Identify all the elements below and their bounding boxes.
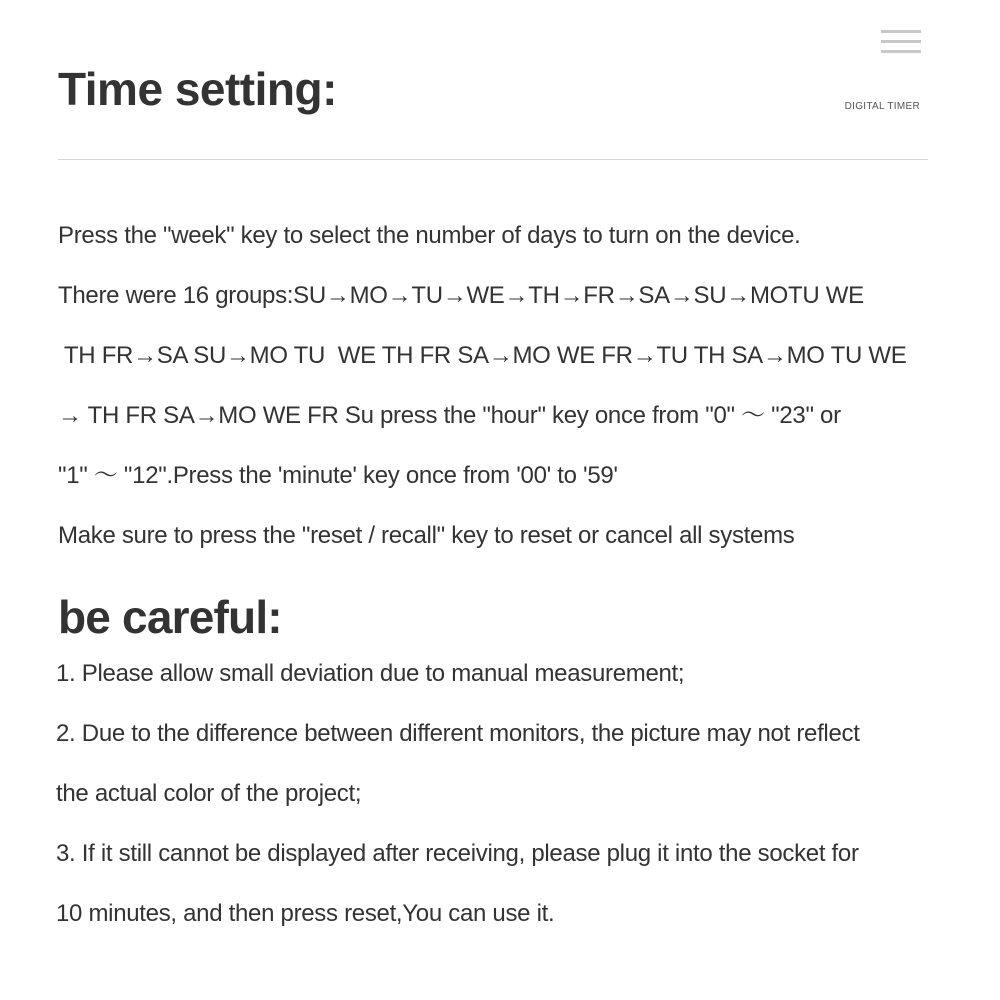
instruction-line: There were 16 groups:SU→MO→TU→WE→TH→FR→SA→SU→MOTU WE	[58, 282, 864, 309]
note-line: 1. Please allow small deviation due to manual measurement;	[56, 660, 685, 687]
note-line: 2. Due to the difference between different monitors, the picture may not reflect	[56, 720, 860, 747]
instruction-line: → TH FR SA→MO WE FR Su press the "hour" key once from "0" ～ "23" or	[58, 402, 841, 429]
instruction-line: TH FR→SA SU→MO TU WE TH FR SA→MO WE FR→TU TH SA→MO TU WE	[58, 342, 907, 369]
section-title-careful: be careful:	[58, 591, 282, 643]
page-title: Time setting:	[58, 63, 337, 115]
instruction-line: Press the "week" key to select the number of days to turn on the device.	[58, 222, 801, 249]
brand-label: DIGITAL TIMER	[844, 101, 920, 112]
note-line: 3. If it still cannot be displayed after receiving, please plug it into the socket for	[56, 840, 859, 867]
note-line: 10 minutes, and then press reset,You can use it.	[56, 900, 555, 927]
note-line: the actual color of the project;	[56, 780, 362, 807]
instruction-line: "1" ～ "12".Press the 'minute' key once from '00' to '59'	[58, 462, 618, 489]
divider	[58, 159, 928, 160]
hamburger-menu-icon[interactable]	[881, 30, 921, 54]
instruction-line: Make sure to press the "reset / recall" key to reset or cancel all systems	[58, 522, 795, 549]
